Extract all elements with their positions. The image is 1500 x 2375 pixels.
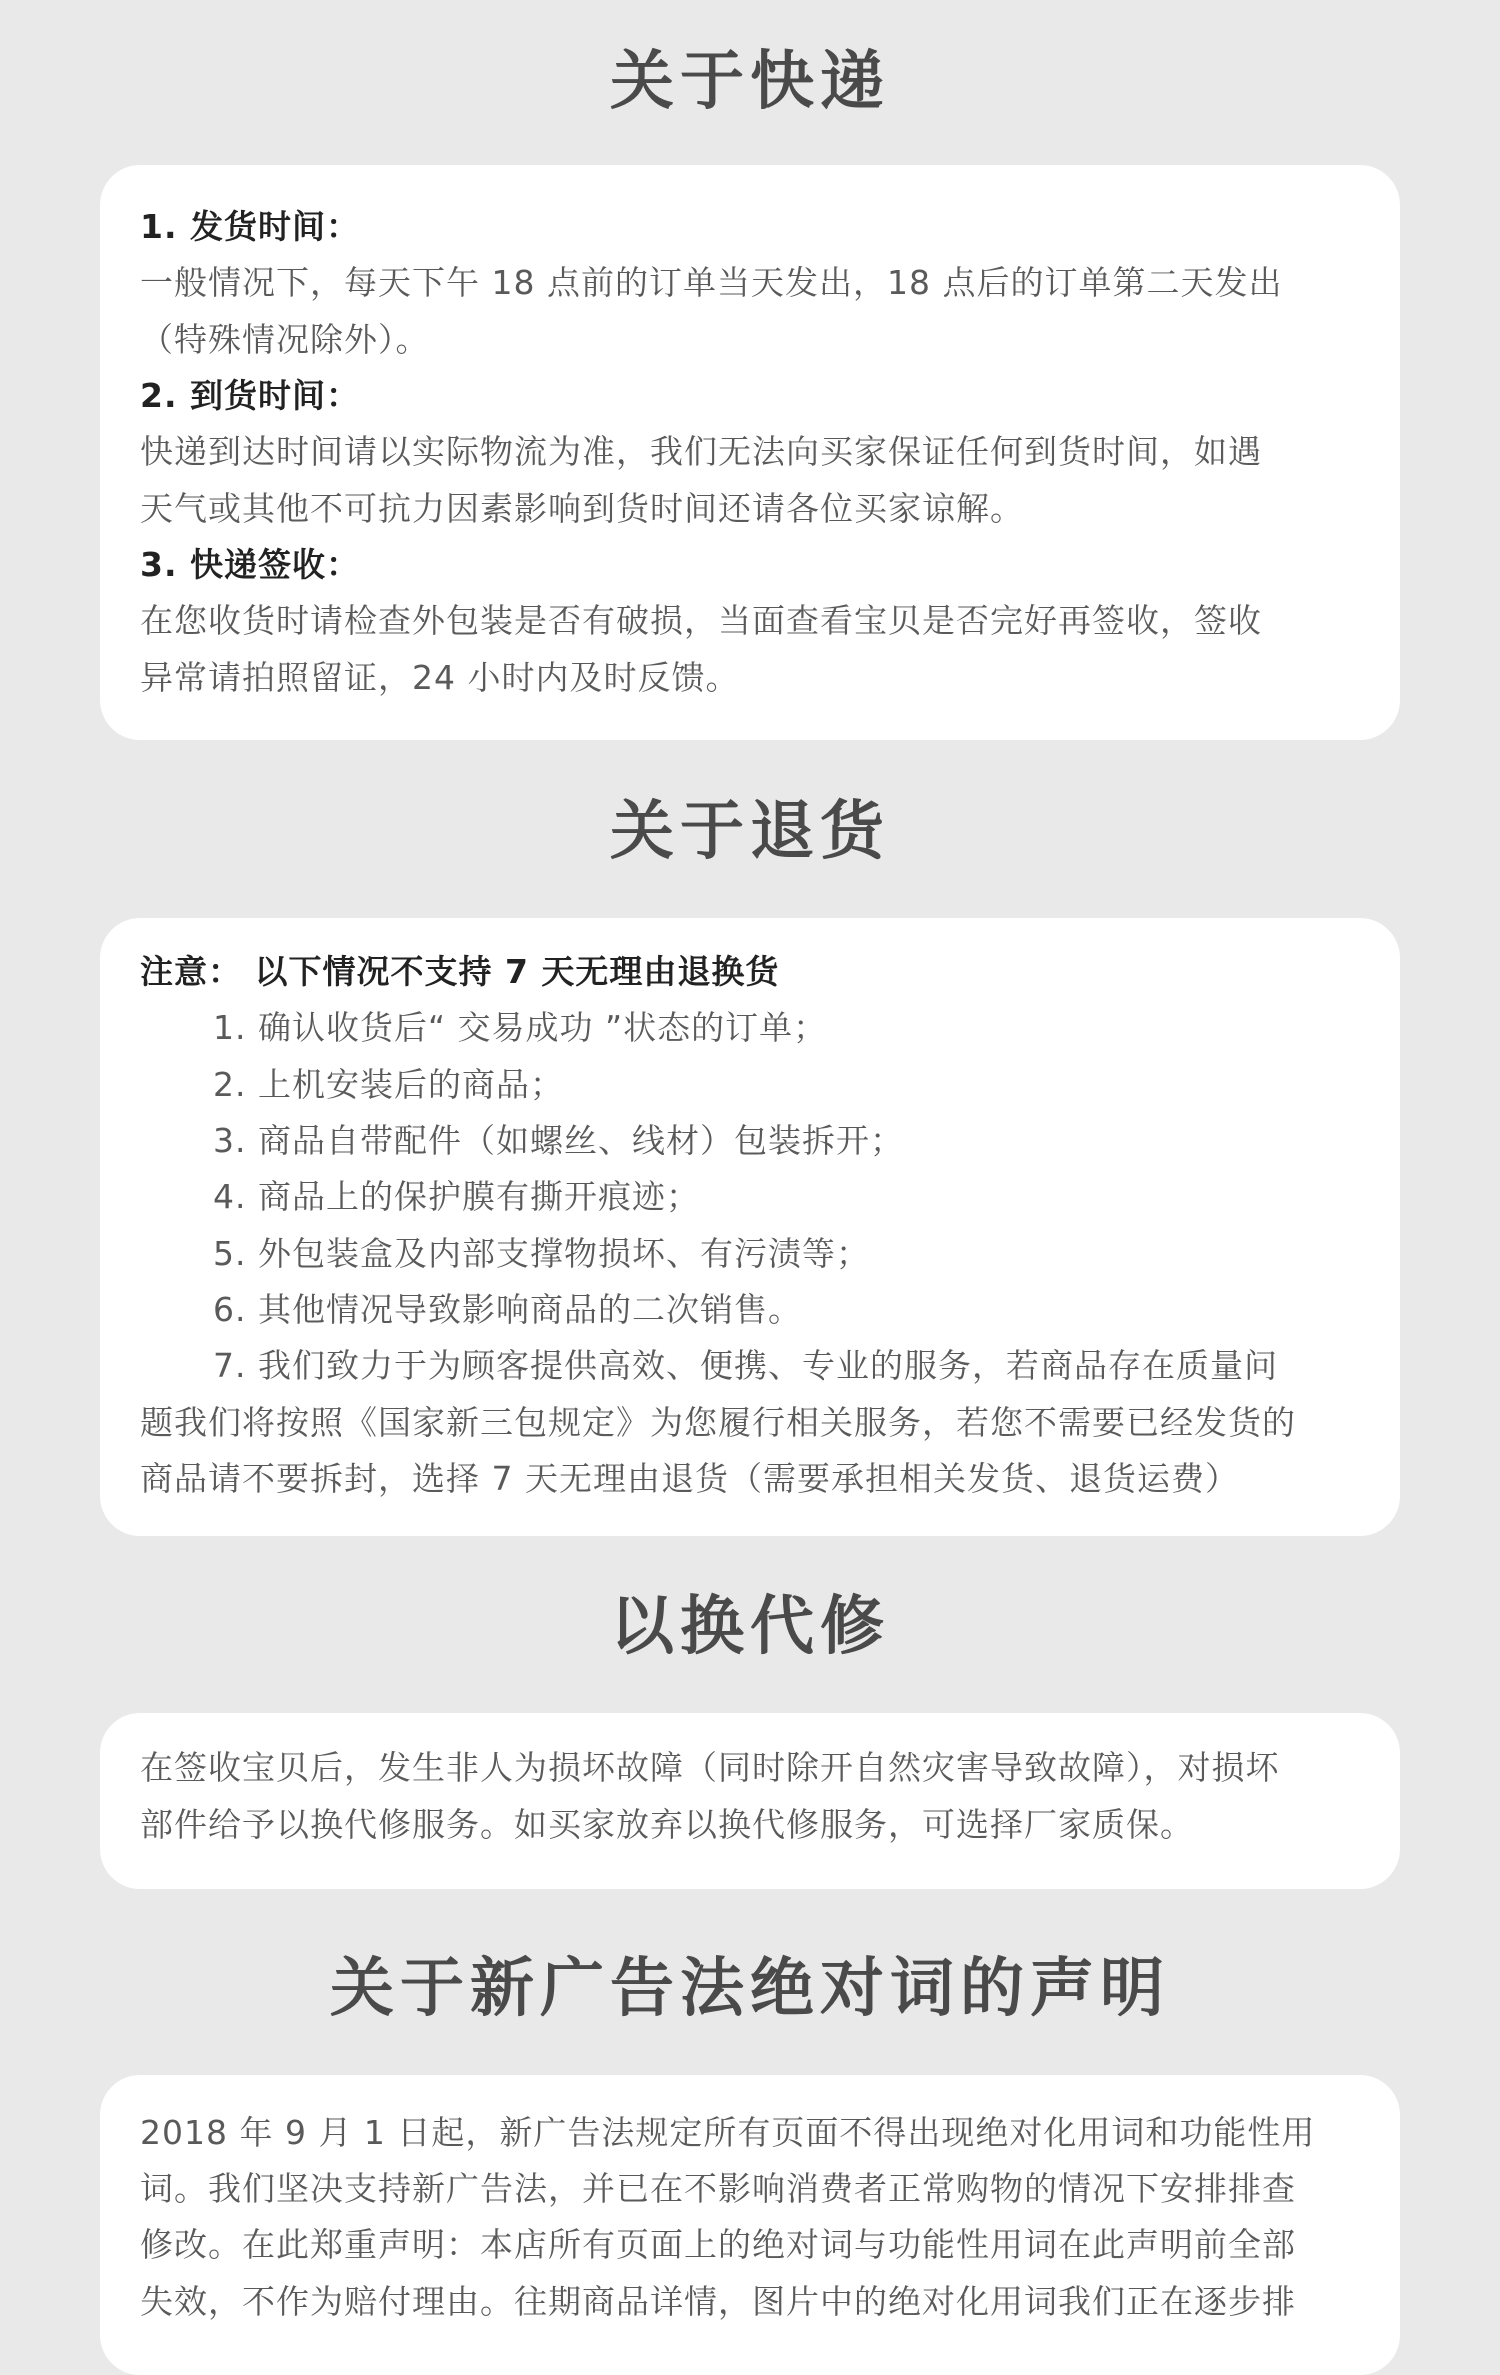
express-text-1a: 一般情况下，每天下午 18 点前的订单当天发出，18 点后的订单第二天发出: [140, 263, 1283, 302]
express-text-1b: （特殊情况除外）。: [140, 320, 430, 359]
returns-notice: 注意： 以下情况不支持 7 天无理由退换货: [140, 952, 780, 991]
express-card: [100, 165, 1400, 740]
express-text-2a: 快递到达时间请以实际物流为准，我们无法向买家保证任何到货时间，如遇: [140, 432, 1262, 471]
express-heading-2: 2. 到货时间：: [140, 376, 360, 415]
repair-text-2: 部件给予以换代修服务。如买家放弃以换代修服务，可选择厂家质保。: [140, 1805, 1194, 1844]
section-title-repair: 以换代修: [610, 1590, 890, 1664]
repair-text-1: 在签收宝贝后，发生非人为损坏故障（同时除开自然灾害导致故障），对损坏: [140, 1748, 1280, 1787]
returns-item-3: 3. 商品自带配件（如螺丝、线材）包装拆开；: [213, 1121, 904, 1160]
section-title-express: 关于快递: [610, 45, 890, 119]
section-title-returns: 关于退货: [610, 795, 890, 869]
express-heading-3: 3. 快递签收：: [140, 545, 360, 584]
returns-item-1: 1. 确认收货后“ 交易成功 ”状态的订单；: [213, 1008, 828, 1047]
ad-law-text-3: 修改。在此郑重声明：本店所有页面上的绝对词与功能性用词在此声明前全部: [140, 2225, 1296, 2264]
returns-item-7-cont-1: 题我们将按照《国家新三包规定》为您履行相关服务，若您不需要已经发货的: [140, 1403, 1296, 1442]
returns-card: [100, 918, 1400, 1536]
repair-card: [100, 1713, 1400, 1889]
returns-item-5: 5. 外包装盒及内部支撑物损坏、有污渍等；: [213, 1234, 870, 1273]
returns-item-7-cont-2: 商品请不要拆封，选择 7 天无理由退货（需要承担相关发货、退货运费）: [140, 1459, 1239, 1498]
ad-law-text-1: 2018 年 9 月 1 日起，新广告法规定所有页面不得出现绝对化用词和功能性用: [140, 2113, 1316, 2152]
returns-item-2: 2. 上机安装后的商品；: [213, 1065, 564, 1104]
express-text-3a: 在您收货时请检查外包装是否有破损，当面查看宝贝是否完好再签收，签收: [140, 601, 1262, 640]
express-text-3b: 异常请拍照留证，24 小时内及时反馈。: [140, 658, 740, 697]
express-heading-1: 1. 发货时间：: [140, 207, 360, 246]
returns-item-6: 6. 其他情况导致影响商品的二次销售。: [213, 1290, 802, 1329]
ad-law-card: [100, 2075, 1400, 2375]
ad-law-text-4: 失效，不作为赔付理由。往期商品详情，图片中的绝对化用词我们正在逐步排: [140, 2282, 1296, 2321]
returns-item-7: 7. 我们致力于为顾客提供高效、便携、专业的服务，若商品存在质量问: [213, 1346, 1278, 1385]
section-title-ad-law: 关于新广告法绝对词的声明: [330, 1952, 1170, 2026]
ad-law-text-2: 词。我们坚决支持新广告法，并已在不影响消费者正常购物的情况下安排排查: [140, 2169, 1296, 2208]
returns-item-4: 4. 商品上的保护膜有撕开痕迹；: [213, 1177, 700, 1216]
express-text-2b: 天气或其他不可抗力因素影响到货时间还请各位买家谅解。: [140, 489, 1024, 528]
